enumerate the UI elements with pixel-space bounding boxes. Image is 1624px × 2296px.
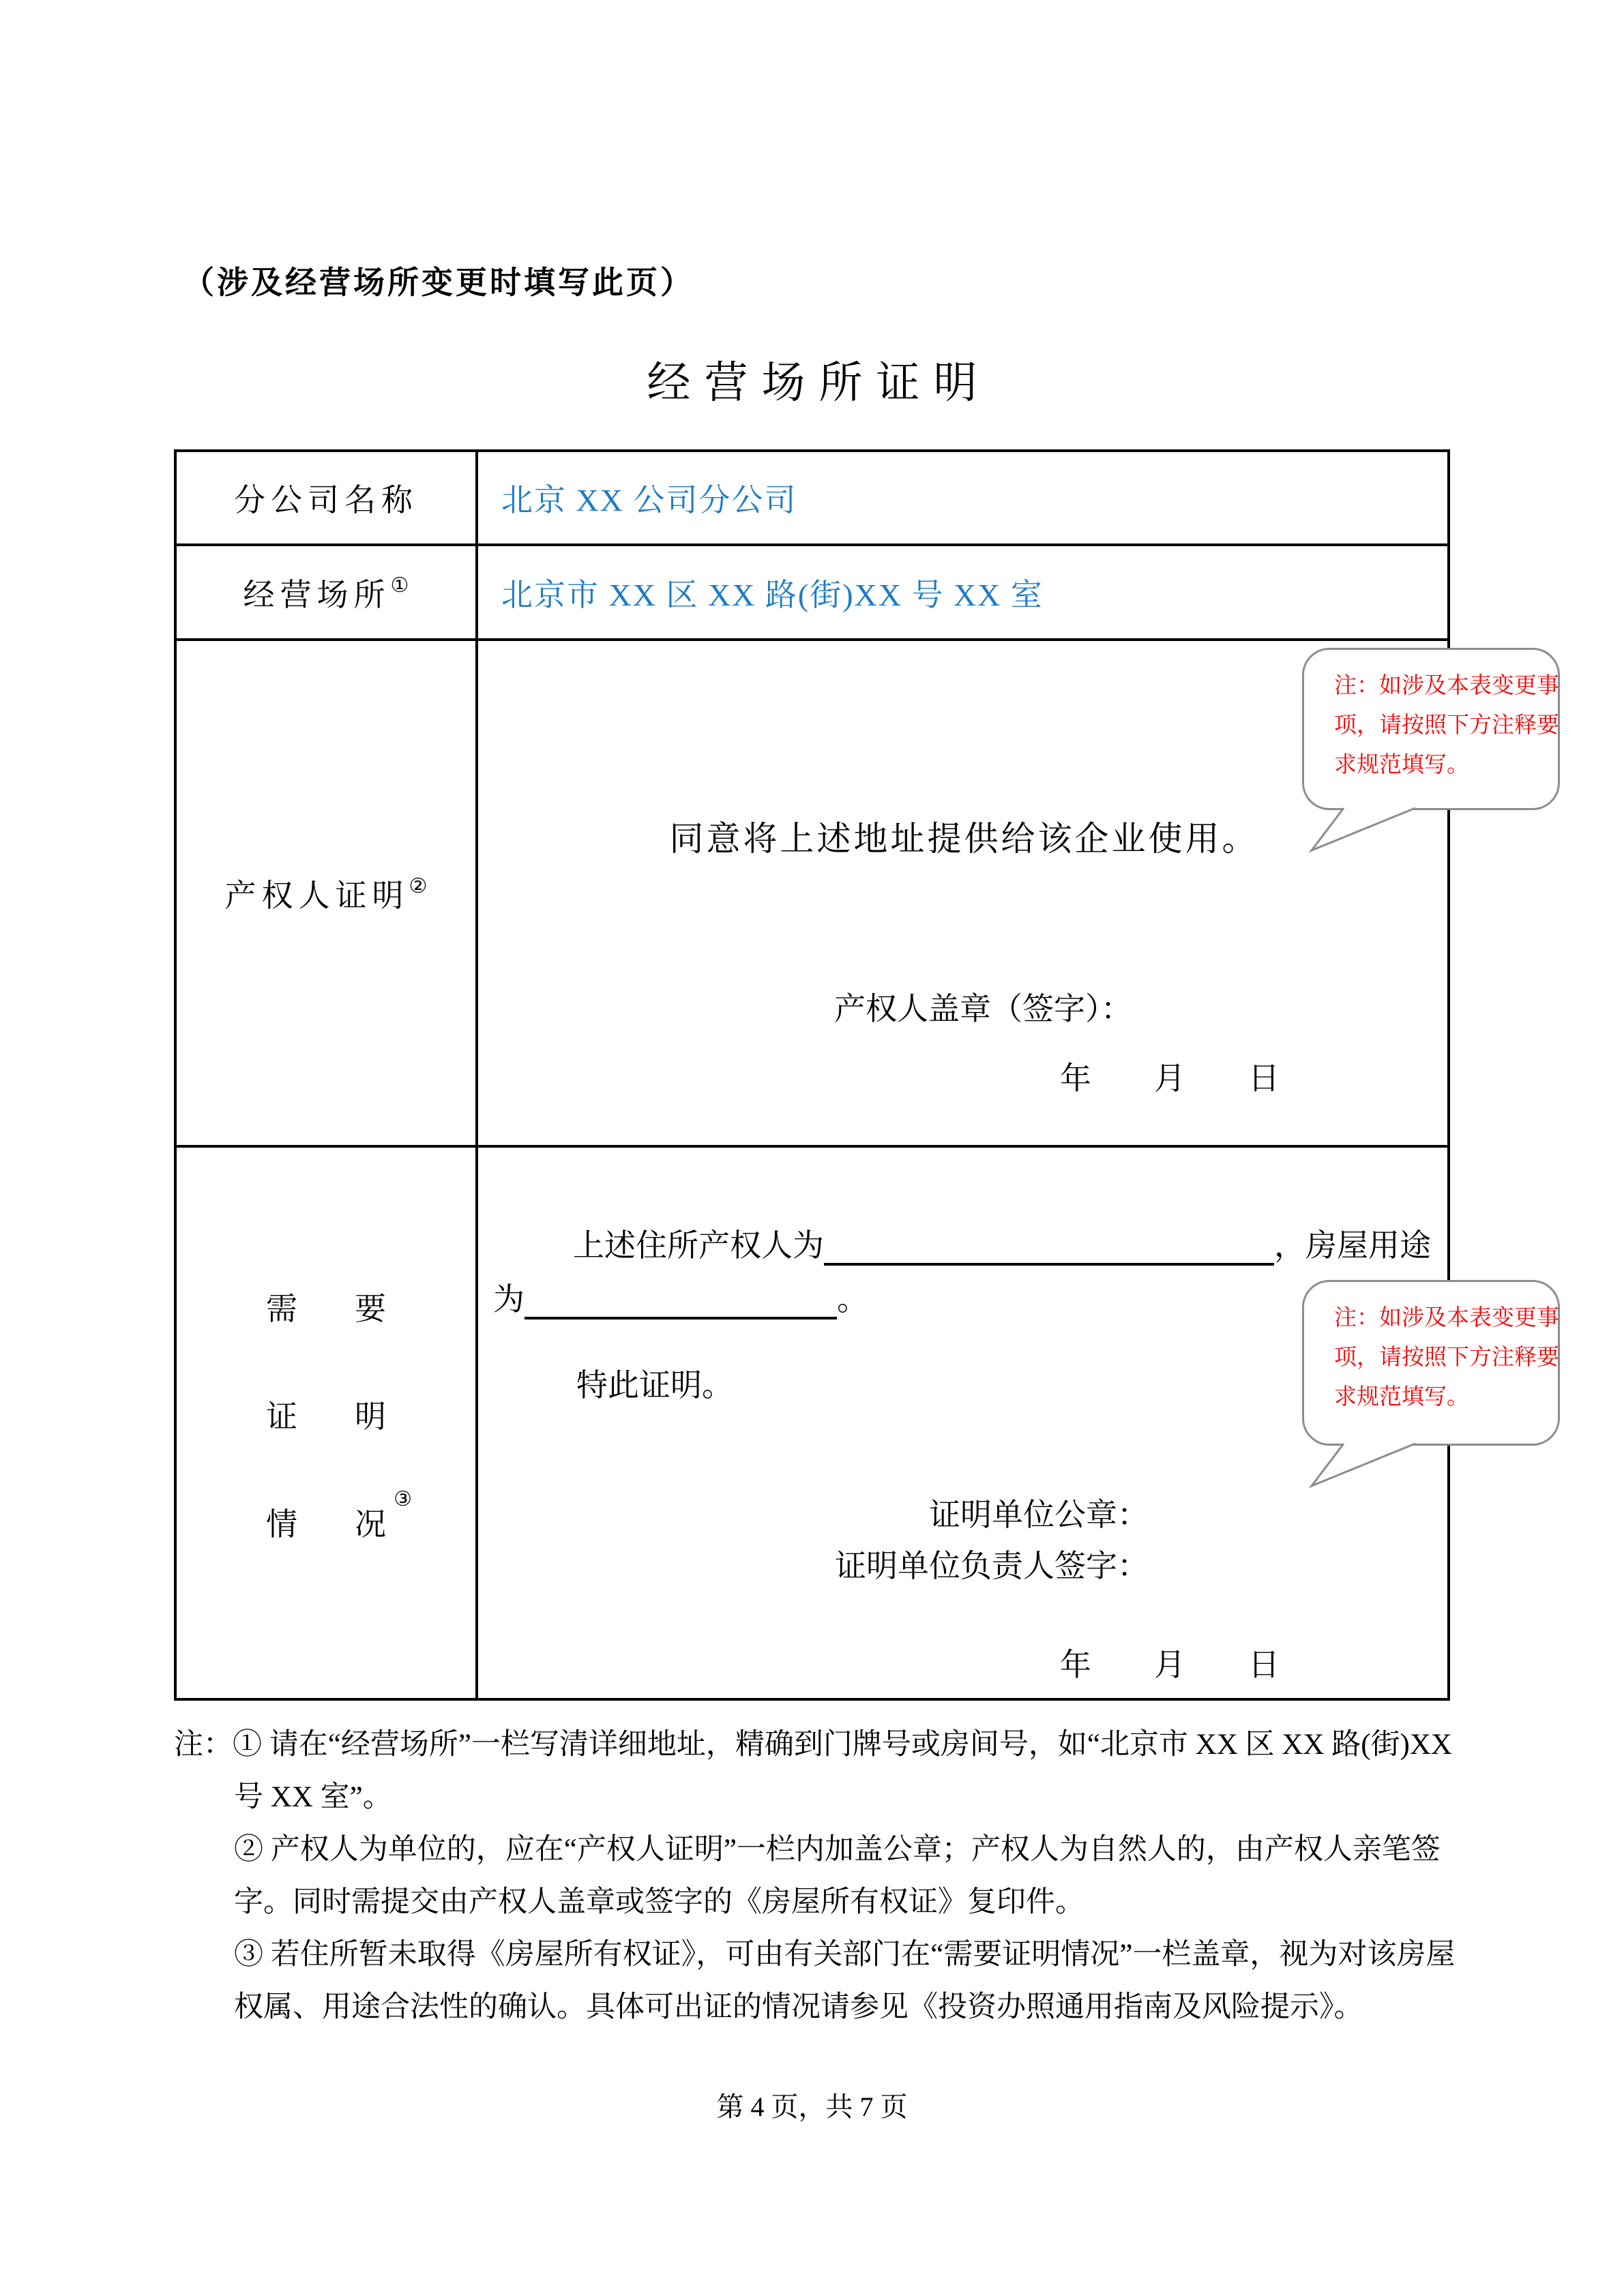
- callout-bubble-bottom: [1302, 1280, 1560, 1446]
- callout-text-line: 项，请按照下方注释要: [1334, 713, 1559, 738]
- branch-name-label: 分公司名称: [234, 483, 418, 518]
- footnote-line: 注：① 请在“经营场所”一栏写清详细地址，精确到门牌号或房间号，如“北京市 XX 区 XX 路(街)XX: [174, 1729, 1452, 1761]
- page-header-note: （涉及经营场所变更时填写此页）: [183, 265, 694, 300]
- usage-fill-line: 为 。: [493, 1274, 868, 1320]
- callout-tail-icon: [1306, 806, 1422, 854]
- owner-cert-footnote-mark: ②: [409, 874, 428, 897]
- need-cert-label-cell: [177, 1148, 475, 1698]
- owner-cert-label-cell: [177, 641, 475, 1145]
- callout-bubble-top: [1302, 648, 1560, 810]
- footnote-line: ② 产权人为单位的，应在“产权人证明”一栏内加盖公章；产权人为自然人的，由产权人亲笔签: [234, 1834, 1441, 1866]
- need-cert-footnote-mark: ③: [394, 1488, 412, 1510]
- callout-text-line: 项，请按照下方注释要: [1334, 1345, 1559, 1370]
- callout-text-line: 求规范填写。: [1334, 753, 1469, 777]
- premises-certificate-table: [174, 449, 1450, 1701]
- footnotes-block: [174, 1718, 1463, 2033]
- callout-text-line: 注：如涉及本表变更事: [1334, 674, 1559, 698]
- unit-sign-line: 证明单位负责人签字：: [835, 1549, 1149, 1583]
- blank-underline-owner: [824, 1233, 1274, 1266]
- footnote-line: 字。同时需提交由产权人盖章或签字的《房屋所有权证》复印件。: [234, 1886, 1084, 1918]
- blank-underline-usage: [525, 1287, 837, 1320]
- callout-text-line: 注：如涉及本表变更事: [1334, 1306, 1559, 1330]
- owner-date-line: 年 月 日: [1060, 1061, 1280, 1096]
- owner-seal-line: 产权人盖章（签字）：: [834, 992, 1132, 1026]
- unit-date-line: 年 月 日: [1060, 1648, 1280, 1682]
- need-cert-label-line-2: 证 明: [266, 1399, 386, 1434]
- branch-name-value-cell: [478, 452, 1450, 543]
- callout-tail-icon: [1306, 1442, 1422, 1489]
- owner-fill-line: 上述住所产权人为 ，房屋用途: [573, 1221, 1431, 1266]
- premises-value: 北京市 XX 区 XX 路(街)XX 号 XX 室: [501, 577, 1044, 612]
- owner-cert-label: 产权人证明: [224, 878, 409, 913]
- footnote-line: ③ 若住所暂未取得《房屋所有权证》，可由有关部门在“需要证明情况”一栏盖章，视为对该房屋: [234, 1939, 1456, 1971]
- footnote-line: 权属、用途合法性的确认。具体可出证的情况请参见《投资办照通用指南及风险提示》。: [234, 1991, 1363, 2023]
- need-cert-label-line-3: 情 况 ③: [266, 1488, 412, 1542]
- premises-label-cell: [177, 546, 475, 638]
- owner-consent-statement: 同意将上述地址提供给该企业使用。: [669, 820, 1259, 858]
- callout-text-line: 求规范填写。: [1334, 1385, 1469, 1410]
- page-number-footer: 第 4 页，共 7 页: [716, 2091, 908, 2122]
- branch-name-value: 北京 XX 公司分公司: [501, 483, 797, 518]
- unit-seal-line: 证明单位公章：: [929, 1497, 1149, 1532]
- hereby-certify-statement: 特此证明。: [576, 1368, 733, 1403]
- premises-value-cell: [478, 546, 1450, 638]
- branch-name-label-cell: [177, 452, 475, 543]
- page-title: 经营场所证明: [647, 359, 991, 407]
- footnote-line: 号 XX 室”。: [234, 1781, 392, 1813]
- premises-label: 经营场所: [243, 577, 391, 612]
- premises-footnote-mark: ①: [390, 573, 409, 597]
- need-cert-label-line-1: 需 要: [266, 1292, 386, 1326]
